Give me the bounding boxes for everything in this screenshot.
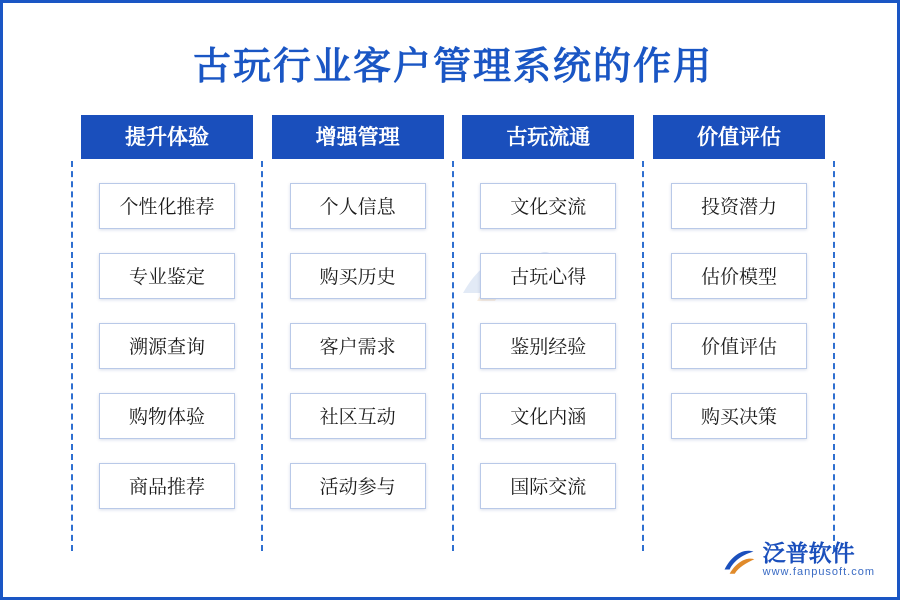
list-item[interactable]: 鉴别经验 — [480, 323, 616, 369]
column-cells-1 — [81, 183, 253, 533]
brand-url: www.fanpusoft.com — [762, 566, 875, 578]
list-item[interactable]: 投资潜力 — [671, 183, 807, 229]
list-item[interactable]: 活动参与 — [290, 463, 426, 509]
column-group-1 — [81, 115, 253, 545]
list-item[interactable]: 客户需求 — [290, 323, 426, 369]
list-item[interactable]: 估价模型 — [671, 253, 807, 299]
column-cells-2 — [272, 183, 444, 533]
list-item[interactable]: 个人信息 — [290, 183, 426, 229]
list-item[interactable]: 个性化推荐 — [99, 183, 235, 229]
list-item[interactable]: 文化交流 — [480, 183, 616, 229]
list-item[interactable]: 价值评估 — [671, 323, 807, 369]
column-group-3 — [462, 115, 634, 545]
list-item[interactable]: 国际交流 — [480, 463, 616, 509]
column-cells-4 — [653, 183, 825, 463]
column-divider-right — [452, 161, 454, 551]
column-header-4[interactable]: 价值评估 — [653, 115, 825, 159]
brand-mark-icon — [722, 544, 756, 578]
column-cells-3 — [462, 183, 634, 533]
list-item[interactable]: 购买决策 — [671, 393, 807, 439]
column-divider-right — [642, 161, 644, 551]
list-item[interactable]: 购物体验 — [99, 393, 235, 439]
column-divider-left — [71, 161, 73, 551]
list-item[interactable]: 购买历史 — [290, 253, 426, 299]
list-item[interactable]: 专业鉴定 — [99, 253, 235, 299]
list-item[interactable]: 社区互动 — [290, 393, 426, 439]
list-item[interactable]: 古玩心得 — [480, 253, 616, 299]
column-divider-right — [833, 161, 835, 551]
list-item[interactable]: 文化内涵 — [480, 393, 616, 439]
list-item[interactable]: 商品推荐 — [99, 463, 235, 509]
column-header-2[interactable]: 增强管理 — [272, 115, 444, 159]
columns-container — [81, 115, 825, 545]
column-divider-right — [261, 161, 263, 551]
brand-text — [763, 542, 875, 579]
column-group-4 — [653, 115, 825, 545]
page-title: 古玩行业客户管理系统的作用 — [192, 44, 713, 88]
column-group-2 — [272, 115, 444, 545]
brand-name: 泛普软件 — [762, 541, 855, 567]
column-header-1[interactable]: 提升体验 — [81, 115, 253, 159]
list-item[interactable]: 溯源查询 — [99, 323, 235, 369]
column-header-3[interactable]: 古玩流通 — [462, 115, 634, 159]
brand-logo — [722, 542, 875, 579]
